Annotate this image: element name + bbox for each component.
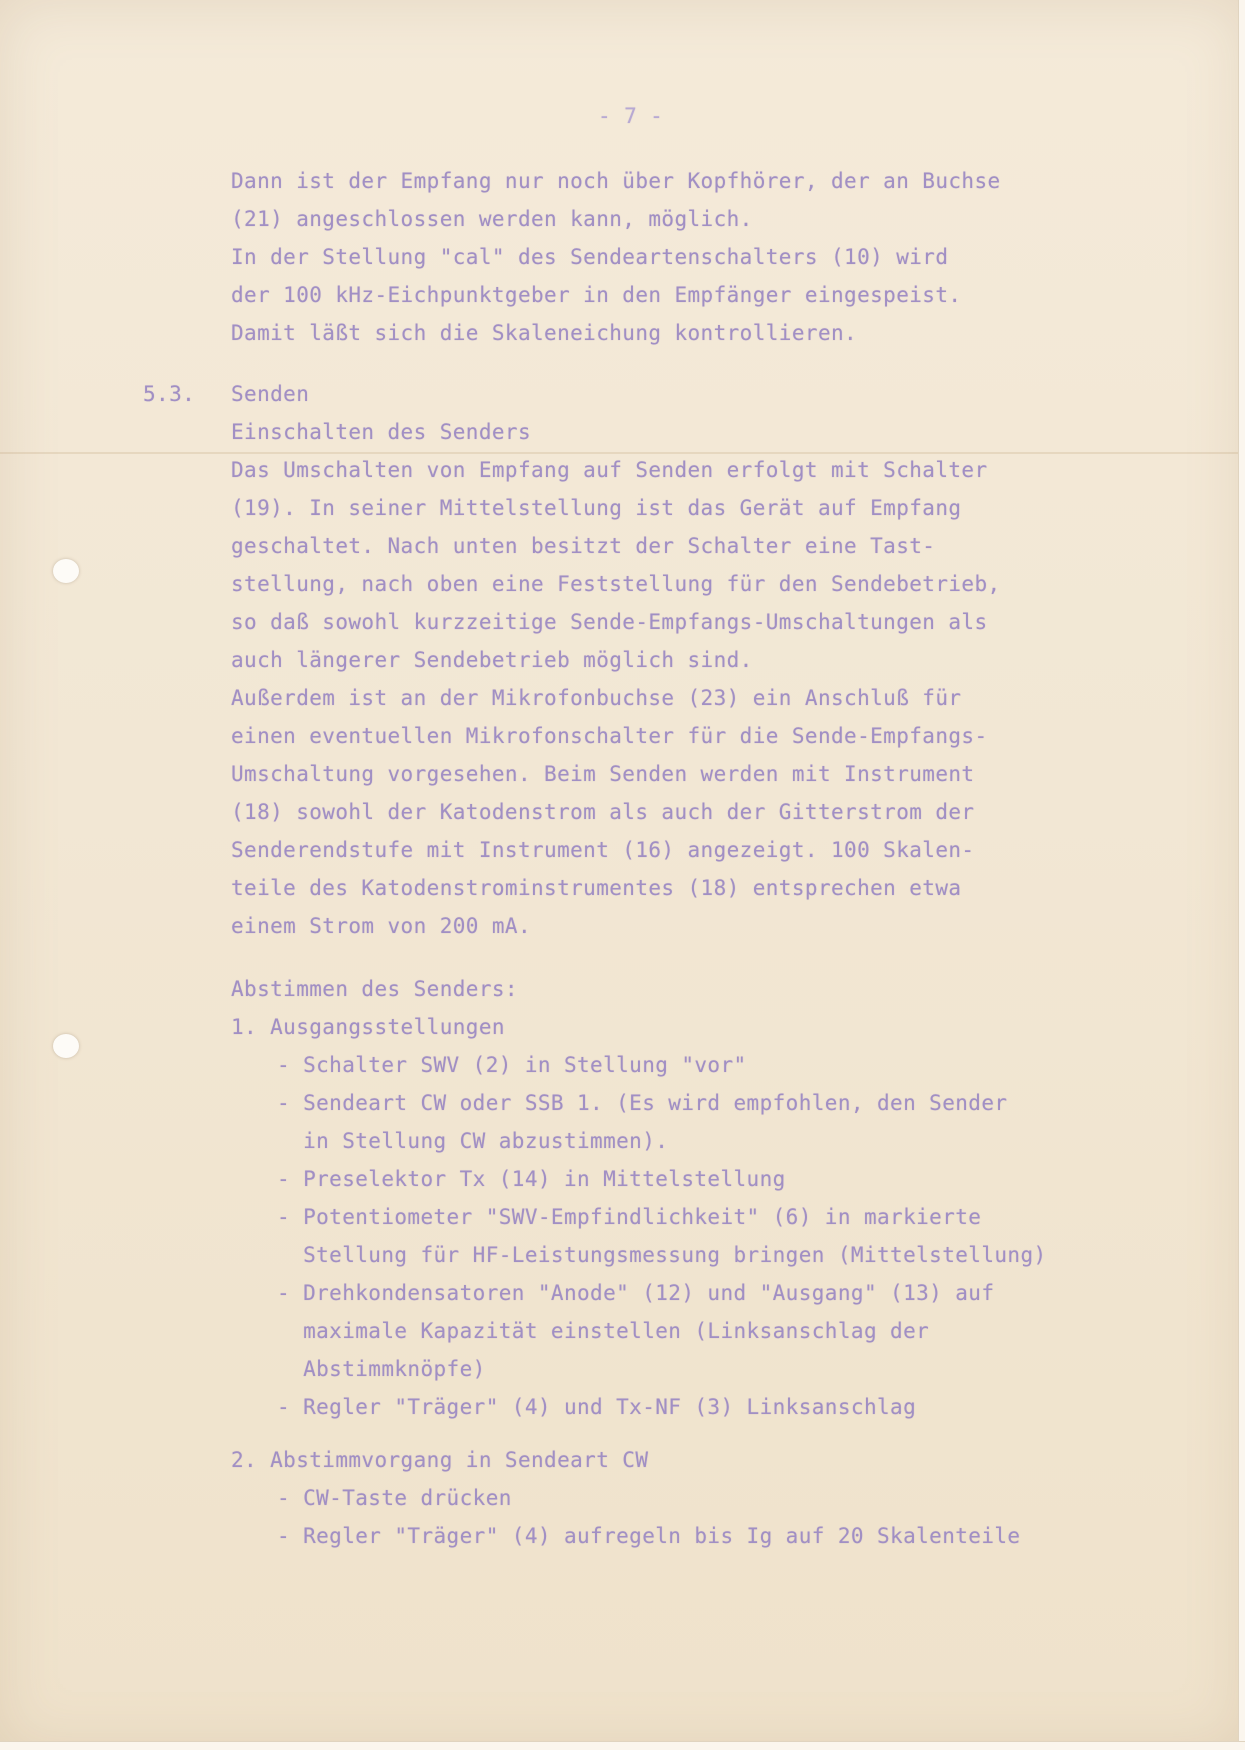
body-line-12: teile des Katodenstrominstrumentes (18) entsprechen etwa [231,876,962,900]
section-title: Senden [231,382,310,406]
body-line-9: Umschaltung vorgesehen. Beim Senden werden mit Instrument [231,762,975,786]
body-line-11: Senderendstufe mit Instrument (16) angezeigt. 100 Skalen- [231,838,975,862]
paper-fold [0,452,1245,454]
step1-heading: 1. Ausgangsstellungen [231,1015,505,1039]
intro-line-1: Dann ist der Empfang nur noch über Kopfhörer, der an Buchse [231,169,1001,193]
step1-line-8: maximale Kapazität einstellen (Linksanschlag der [277,1319,930,1343]
step1-line-5: - Potentiometer "SWV-Empfindlichkeit" (6) in markierte [277,1205,982,1229]
step2-line-2: - Regler "Träger" (4) aufregeln bis Ig auf 20 Skalenteile [277,1524,1021,1548]
body-line-10: (18) sowohl der Katodenstrom als auch der Gitterstrom der [231,800,975,824]
body-line-2: (19). In seiner Mittelstellung ist das Gerät auf Empfang [231,496,962,520]
intro-line-3: In der Stellung "cal" des Sendeartenschalters (10) wird [231,245,949,269]
step1-line-7: - Drehkondensatoren "Anode" (12) und "Ausgang" (13) auf [277,1281,995,1305]
intro-line-5: Damit läßt sich die Skaleneichung kontrollieren. [231,321,858,345]
body-line-7: Außerdem ist an der Mikrofonbuchse (23) ein Anschluß für [231,686,962,710]
intro-line-2: (21) angeschlossen werden kann, möglich. [231,207,753,231]
body-line-6: auch längerer Sendebetrieb möglich sind. [231,648,753,672]
body-line-8: einen eventuellen Mikrofonschalter für die Sende-Empfangs- [231,724,988,748]
punch-hole-upper [53,559,79,583]
body-line-4: stellung, nach oben eine Feststellung für den Sendebetrieb, [231,572,1001,596]
section-subtitle: Einschalten des Senders [231,420,531,444]
paper-edge-right [1238,0,1245,1750]
body-line-13: einem Strom von 200 mA. [231,914,531,938]
section-number: 5.3. [143,382,196,406]
body-line-1: Das Umschalten von Empfang auf Senden erfolgt mit Schalter [231,458,988,482]
step1-line-2: - Sendeart CW oder SSB 1. (Es wird empfohlen, den Sender [277,1091,1008,1115]
body-line-5: so daß sowohl kurzzeitige Sende-Empfangs-Umschaltungen als [231,610,988,634]
step1-line-4: - Preselektor Tx (14) in Mittelstellung [277,1167,786,1191]
step1-line-10: - Regler "Träger" (4) und Tx-NF (3) Linksanschlag [277,1395,917,1419]
step2-line-1: - CW-Taste drücken [277,1486,512,1510]
paper-edge-bottom [0,1741,1245,1750]
step1-line-9: Abstimmknöpfe) [277,1357,486,1381]
body-line-3: geschaltet. Nach unten besitzt der Schalter eine Tast- [231,534,936,558]
step2-heading: 2. Abstimmvorgang in Sendeart CW [231,1448,649,1472]
step1-line-3: in Stellung CW abzustimmen). [277,1129,669,1153]
page-number: - 7 - [598,104,664,128]
tuning-heading: Abstimmen des Senders: [231,977,518,1001]
punch-hole-lower [53,1034,79,1058]
step1-line-6: Stellung für HF-Leistungsmessung bringen (Mittelstellung) [277,1243,1047,1267]
step1-line-1: - Schalter SWV (2) in Stellung "vor" [277,1053,747,1077]
intro-line-4: der 100 kHz-Eichpunktgeber in den Empfänger eingespeist. [231,283,962,307]
